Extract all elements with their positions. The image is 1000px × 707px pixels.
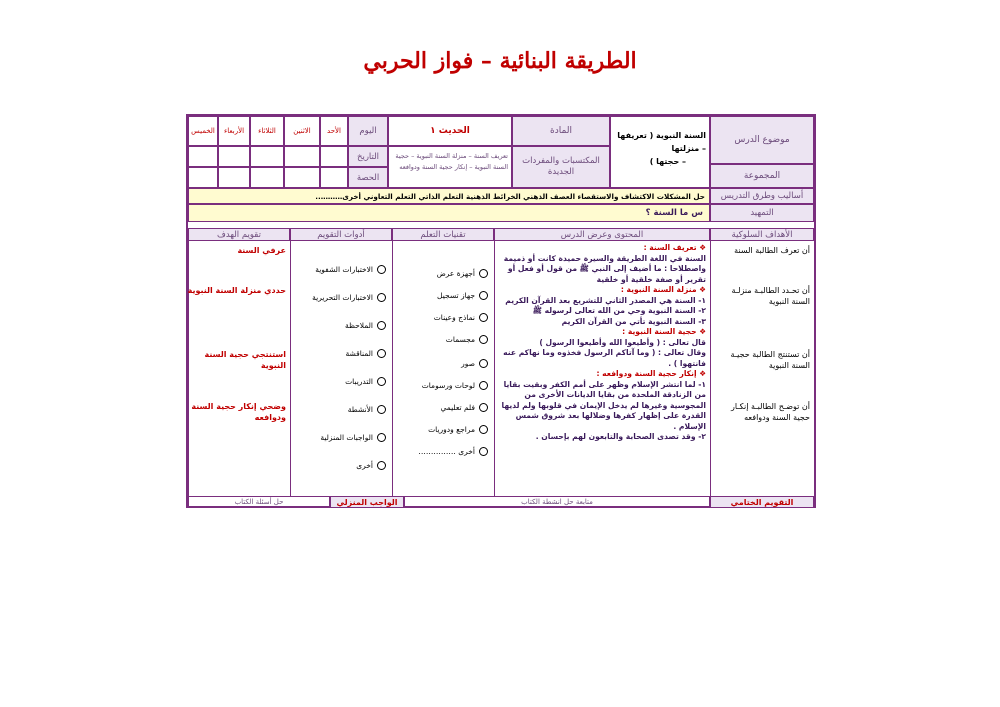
period-cell-2 [284,167,320,188]
radio-circle-icon[interactable] [377,321,386,330]
tech-option[interactable]: مراجع ودوريات [428,425,488,434]
tool-option[interactable]: المناقشة [345,349,386,358]
radio-circle-icon[interactable] [377,405,386,414]
hadith-desc: تعريف السنة – منزلة السنة النبوية – حجية السنة النبوية – إنكار حجية السنة ودوافعه [388,146,512,188]
tool-option[interactable]: الملاحظة [345,321,386,330]
tool-option[interactable]: الاختبارات التحريرية [312,293,386,302]
radio-circle-icon[interactable] [479,447,488,456]
radio-circle-icon[interactable] [479,335,488,344]
col-header-objectives: الأهداف السلوكية [710,228,814,241]
topic-value-line1: السنة النبوية ( تعريفها – منزلتها [617,131,706,153]
tool-option[interactable]: الواجبات المنزلية [320,433,386,442]
period-label: الحصة [348,167,388,188]
objectives-column [710,241,814,496]
tech-option[interactable]: جهاز تسجيل [437,291,488,300]
radio-circle-icon[interactable] [479,313,488,322]
tech-option[interactable]: أجهزة عرض [437,269,488,278]
homework-value: حل أسئلة الكتاب [188,496,330,508]
methods-label: أساليب وطرق التدريس [710,188,814,204]
tech-option[interactable]: نماذج وعينات [434,313,488,322]
radio-circle-icon[interactable] [377,377,386,386]
period-cell-4 [218,167,250,188]
col-header-tools: أدوات التقويم [290,228,392,241]
tool-option[interactable]: الأنشطة [348,405,386,414]
radio-circle-icon[interactable] [377,293,386,302]
radio-circle-icon[interactable] [479,425,488,434]
content-heading: ❖ منزلة السنة النبوية : [620,285,706,294]
content-paragraph: ١- لما انتشر الإسلام وظهر على أمم الكفر وبقيت بقايا من الزنادقة الملحدة من بقايا الديانات الأخرى من المجوسية وغيرها لم يدخل الإيمان في قلوبها ولم لديها القدرة على إظهار كفرها وضلالها بعد شروق شمس الإسلام . [501,379,706,431]
lesson-plan-sheet [186,114,816,508]
tech-option[interactable]: أخرى …………… [418,447,488,456]
final-eval-label: التقويم الختامي [710,496,814,508]
radio-circle-icon[interactable] [377,349,386,358]
col-header-tech: تقنيات التعلم [392,228,494,241]
tool-option[interactable]: أخرى [356,461,386,470]
date-cell-5 [188,146,218,167]
topic-value [610,116,710,188]
day-thursday: الخميس [188,116,218,146]
homework-label: الواجب المنزلي [330,496,404,508]
tool-option[interactable]: الاختبارات الشفوية [315,265,386,274]
eval-item: استنتجي حجية السنة النبوية [204,350,286,370]
content-heading: ❖ حجية السنة النبوية : [622,327,706,336]
radio-circle-icon[interactable] [479,403,488,412]
hadith-label: الحديث ١ [388,116,512,146]
objective-item: أن تعرف الطالبة السنة [734,246,810,255]
radio-circle-icon[interactable] [377,265,386,274]
topic-label: موضوع الدرس [710,116,814,164]
eval-column [188,241,290,496]
date-cell-1 [320,146,348,167]
content-paragraph: ١- السنة هي المصدر الثاني للتشريع بعد القرآن الكريم [505,295,706,305]
content-paragraph: السنة في اللغة الطريقة والسيرة حميدة كانت أو ذميمة واصطلاحا : ما أضيف إلى النبي ﷺ من قول أو فعل أو تقرير أو صفة خلقية أو خلقية [503,253,706,284]
objective-item: أن تستنتج الطالبة حجيـة السنة النبوية [730,350,810,370]
page-title: الطريقة البنائية – فواز الحربي [363,48,637,74]
tech-column [392,241,494,496]
content-paragraph: ٢- السنة النبوية وحي من الله تعالى لرسوله ﷺ [532,306,706,315]
day-tuesday: الثلاثاء [250,116,284,146]
objective-item: أن تحـدد الطالبـة منزلـة السنة النبوية [731,286,810,306]
radio-circle-icon[interactable] [479,359,488,368]
period-cell-5 [188,167,218,188]
period-cell-3 [250,167,284,188]
tech-option[interactable]: مجسمات [446,335,488,344]
day-wednesday: الأربعاء [218,116,250,146]
tools-column [290,241,392,496]
radio-circle-icon[interactable] [377,461,386,470]
content-paragraph: ٢- وقد تصدى الصحابة والتابعون لهم بإحسان . [535,432,706,441]
period-cell-1 [320,167,348,188]
acquisitions-label: المكتسبات والمفردات الجديدة [512,146,610,188]
tech-option[interactable]: لوحات ورسومات [422,381,488,390]
methods-value: حل المشكلات الاكتشاف والاستقصاء العصف الذهني الخرائط الذهنية التعلم الذاتي التعلم التعاوني أخرى……….. [188,188,710,204]
radio-circle-icon[interactable] [479,381,488,390]
content-paragraph: قال تعالى : ( وأطيعوا الله وأطيعوا الرسول ) [539,337,706,347]
content-heading: ❖ تعريف السنة : [643,243,706,252]
subject-label: المادة [512,116,610,146]
content-paragraph: وقال تعالى : ( وما آتاكم الرسول فخذوه وما نهاكم عنه فانتهوا ) . [503,348,706,368]
date-label: التاريخ [348,146,388,167]
date-cell-3 [250,146,284,167]
radio-circle-icon[interactable] [479,269,488,278]
day-monday: الاثنين [284,116,320,146]
content-heading: ❖ إنكار حجية السنة ودوافعه : [596,369,706,378]
objective-item: أن توضـح الطالبـة إنكـار حجية السنة ودوافعه [730,402,810,422]
eval-item: عرفي السنة [237,246,286,255]
day-label: اليوم [348,116,388,146]
tech-option[interactable]: فلم تعليمي [441,403,488,412]
eval-item: وضحي إنكار حجية السنة ودوافعه [191,402,286,422]
col-header-content: المحتوى وعرض الدرس [494,228,710,241]
eval-item: حددي منزلة السنة النبوية [187,286,286,295]
tool-option[interactable]: التدريبات [345,377,386,386]
content-column [494,241,710,496]
col-header-eval: تقويم الهدف [188,228,290,241]
content-paragraph: ٣- السنة النبوية تأتي من القرآن الكريم [561,316,706,326]
date-cell-2 [284,146,320,167]
radio-circle-icon[interactable] [377,433,386,442]
day-sunday: الأحد [320,116,348,146]
group-label: المجموعة [710,164,814,188]
intro-label: التمهيد [710,204,814,222]
final-eval-value: متابعة حل انشطة الكتاب [404,496,710,508]
tech-option[interactable]: صور [461,359,488,368]
intro-value: س ما السنة ؟ [188,204,710,222]
radio-circle-icon[interactable] [479,291,488,300]
date-cell-4 [218,146,250,167]
topic-value-line2: – حجتها ) [649,157,686,166]
